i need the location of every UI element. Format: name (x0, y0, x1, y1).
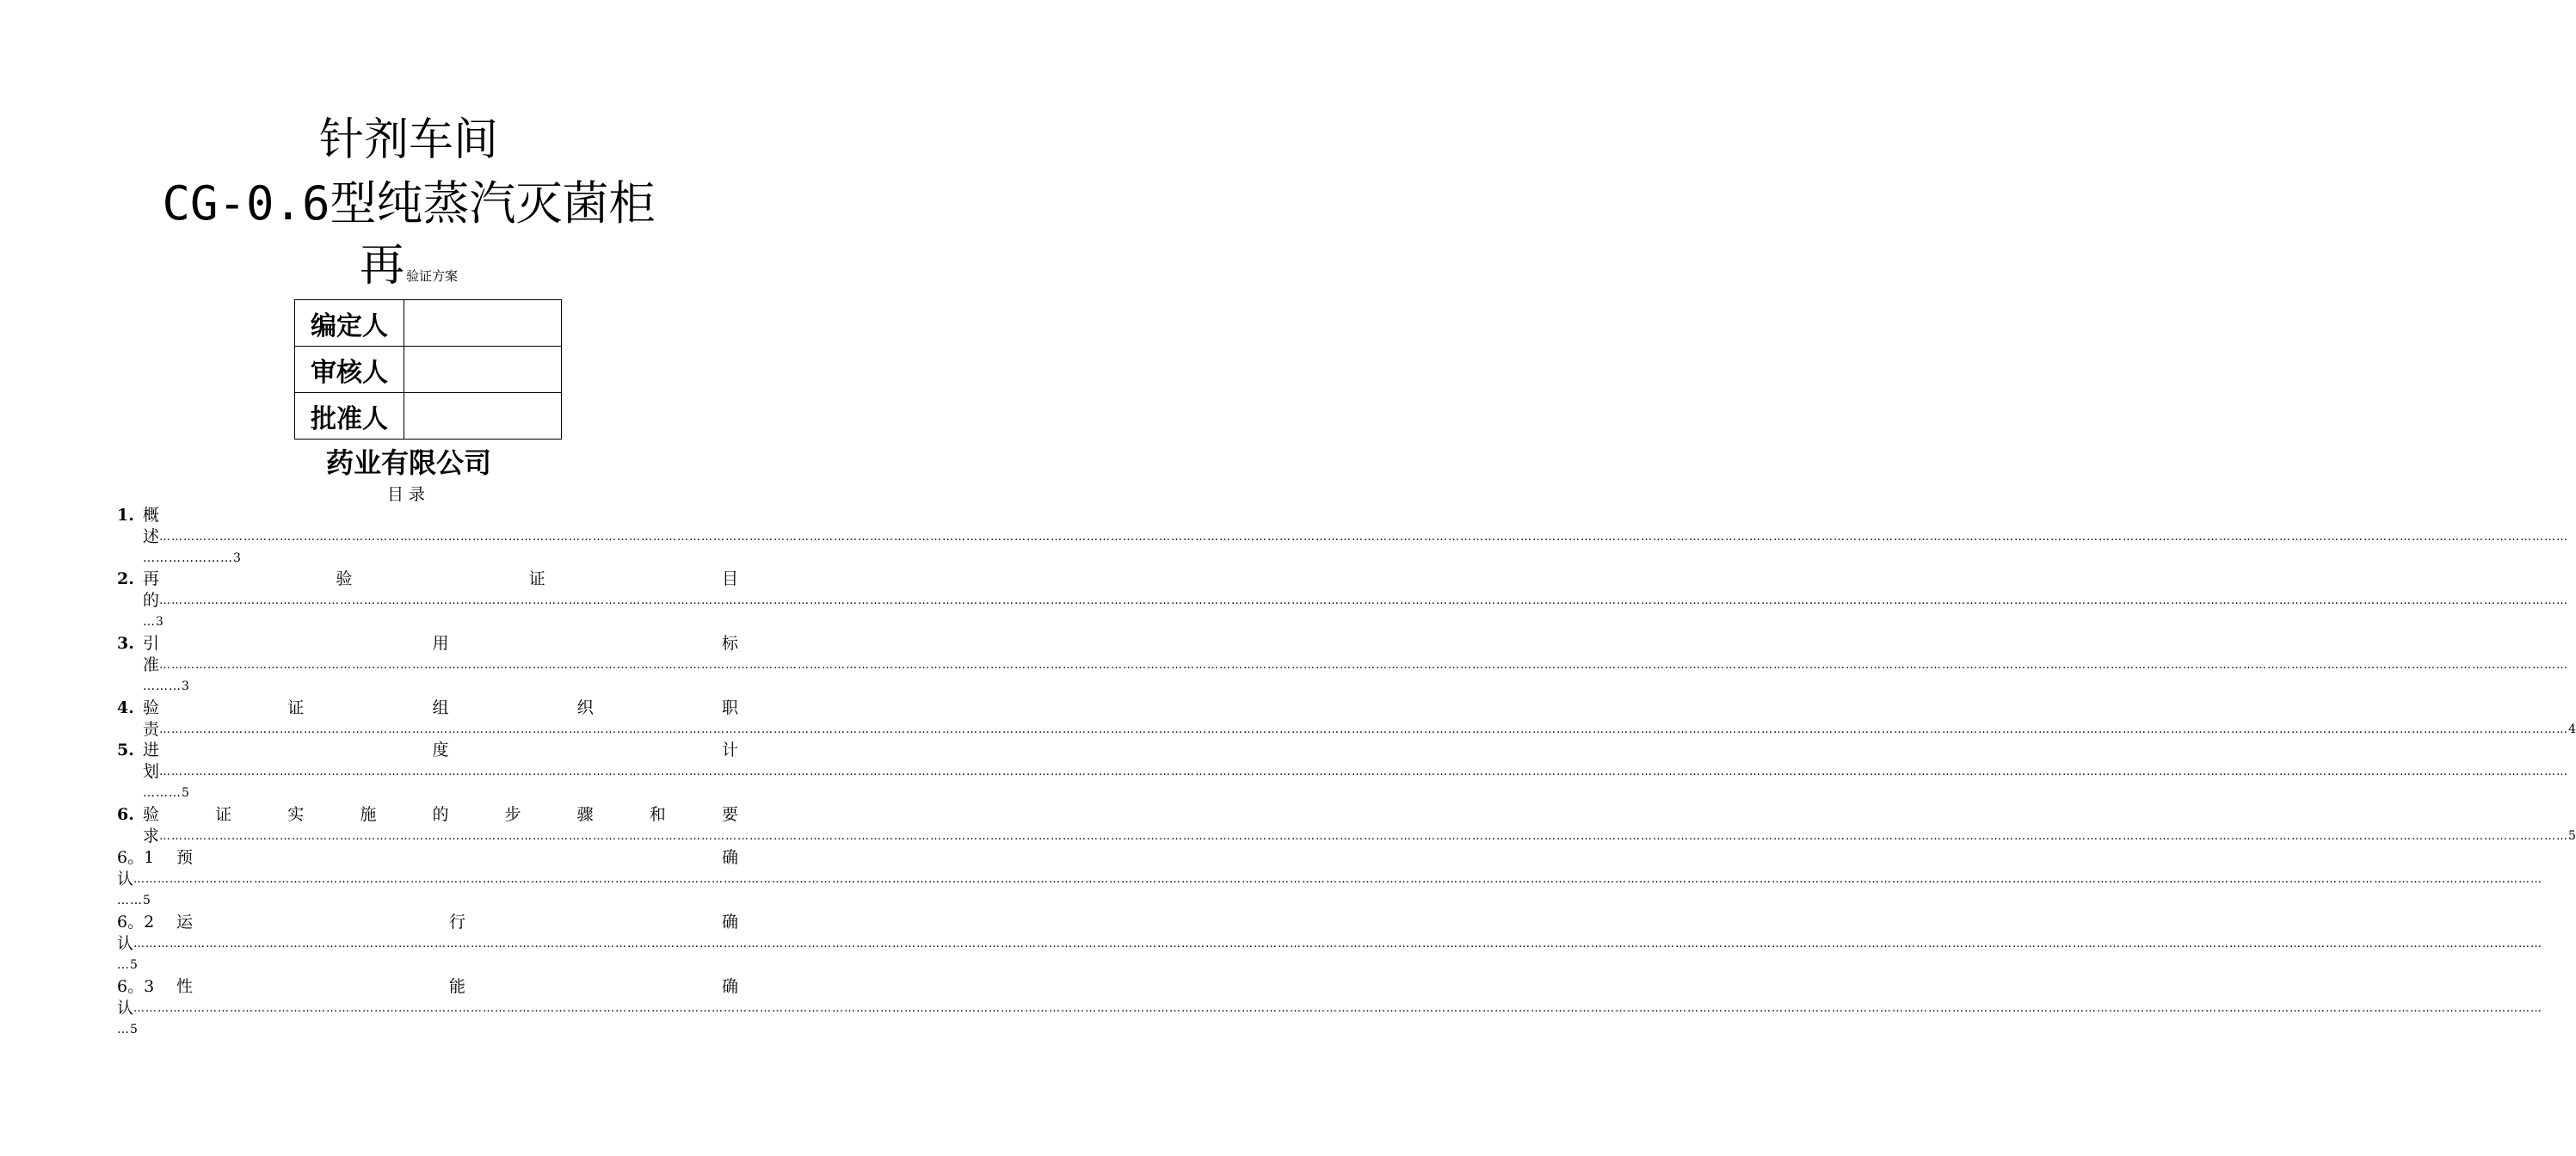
toc-title: 进 度 计 (143, 741, 738, 759)
toc-page-number: 3 (233, 551, 242, 565)
toc-title-end: 认 (117, 934, 134, 953)
toc-leader-line (143, 590, 2569, 612)
toc-number: 6。2 (117, 913, 155, 932)
model-number: CG-0.6 (162, 176, 330, 231)
toc-leader-dots: …………………………………………………………………………………………………………………………………………………………………………………………………………………………………………………………………………………………………………………………………………………………………………………………………………………………………………………………………………………………………………………………………………………… (133, 938, 2543, 950)
toc-page-line (143, 613, 164, 630)
title-line-2 (0, 176, 817, 231)
toc-leader-dots: …………………………………………………………………………………………………………………………………………………………………………………………………………………………………………………………………………………………………………………………………………………………………………………………………………………………………………………………………………………………………………………………………………………… (159, 531, 2569, 544)
toc-page-number: 5 (143, 894, 151, 907)
toc-leader-dots: ……… (143, 679, 182, 693)
title-re: 再 (359, 240, 404, 292)
toc-number: 5. (117, 741, 134, 759)
toc-leader-dots: …………………………………………………………………………………………………………………………………………………………………………………………………………………………………………………………………………………………………………………………………………………………………………………………………………………………………………………………………………………………………………………………………………………… (159, 594, 2569, 607)
toc-page-line (117, 892, 151, 909)
toc-leader-dots: …………………………………………………………………………………………………………………………………………………………………………………………………………………………………………………………………………………………………………………………………………………………………………………………………………………………………………………………………………………………………………………………………………………… (133, 1002, 2543, 1015)
equipment-name: 型纯蒸汽灭菌柜 (330, 176, 656, 231)
toc-title: 性 能 确 (176, 977, 738, 996)
toc-leader-dots: … (117, 1023, 130, 1036)
toc-title: 引 用 标 (143, 634, 738, 653)
toc-page-line (117, 1021, 139, 1038)
toc-title: 验 证 组 织 职 (143, 698, 738, 717)
toc-leader-dots: … (117, 958, 130, 972)
toc-title-end: 认 (117, 870, 134, 889)
toc-leader-line (143, 761, 2569, 783)
toc-title: 运 行 确 (176, 913, 738, 932)
toc-title-end: 求 (143, 827, 160, 845)
toc-title-end: 述 (143, 527, 160, 546)
toc-leader-dots: …………………………………………………………………………………………………………………………………………………………………………………………………………………………………………………………………………………………………………………………………………………………………………………………………………………………………………………………………………………………………………………………………………………… (159, 659, 2569, 672)
toc-leader-dots: ………………… (143, 551, 233, 565)
toc-page-number: 3 (156, 615, 164, 629)
toc-page-number: 5 (182, 786, 190, 800)
toc-leader-dots: …………………………………………………………………………………………………………………………………………………………………………………………………………………………………………………………………………………………………………………………………………………………………………………………………………………………………………………………………………………………………………………………………………………… (159, 723, 2569, 736)
toc-page-line (143, 678, 190, 695)
signoff-row (295, 393, 562, 440)
signoff-table (294, 299, 562, 440)
company-name: 药业有限公司 (325, 446, 491, 479)
toc-title: 验 证 实 施 的 步 骤 和 要 (143, 805, 738, 824)
toc-number: 6。3 (117, 977, 155, 996)
toc-page-number: 5 (130, 1023, 139, 1036)
toc-leader-dots: …………………………………………………………………………………………………………………………………………………………………………………………………………………………………………………………………………………………………………………………………………………………………………………………………………………………………………………………………………………………………………………………………………………… (159, 830, 2569, 843)
toc-title: 预 确 (176, 848, 738, 867)
toc-page-line (143, 550, 242, 567)
signoff-value[interactable] (404, 393, 562, 440)
toc-leader-dots: …………………………………………………………………………………………………………………………………………………………………………………………………………………………………………………………………………………………………………………………………………………………………………………………………………………………………………………………………………………………………………………………………………………… (159, 766, 2569, 778)
toc-number: 4. (117, 698, 134, 717)
toc-leader-dots: ……… (143, 786, 182, 800)
signoff-value[interactable] (404, 300, 562, 347)
toc-leader-line (117, 869, 2543, 890)
toc-page-number: 5 (2568, 829, 2576, 843)
toc-number: 2. (117, 569, 134, 588)
toc-number: 3. (117, 634, 134, 653)
toc-title-end: 责 (143, 720, 160, 739)
toc-leader-line (143, 655, 2569, 676)
toc-title-end: 划 (143, 762, 160, 781)
toc-number: 6。1 (117, 848, 155, 867)
title-line-3 (0, 239, 817, 303)
toc-leader-line (143, 826, 2576, 847)
title-validation-plan: 验证方案 (406, 268, 459, 284)
toc-page-number: 5 (130, 958, 139, 972)
signoff-value[interactable] (404, 347, 562, 393)
signoff-row (295, 300, 562, 347)
signoff-label: 批准人 (295, 393, 404, 440)
toc-number: 6. (117, 805, 134, 824)
toc-page-line (143, 784, 190, 802)
toc-page-line (117, 956, 139, 974)
toc-heading: 目录 (386, 485, 430, 504)
toc-page-number: 4 (2568, 722, 2576, 736)
toc-leader-dots: …… (117, 894, 143, 907)
toc-leader-line (117, 933, 2543, 955)
toc-title-end: 认 (117, 999, 134, 1018)
signoff-label: 审核人 (295, 347, 404, 393)
toc-leader-dots: … (143, 615, 156, 629)
toc-title: 概 (143, 506, 160, 525)
toc-title-end: 准 (143, 655, 160, 674)
toc-leader-line (117, 998, 2543, 1019)
toc-title: 再 验 证 目 (143, 569, 738, 588)
toc-leader-line (143, 526, 2569, 548)
signoff-row (295, 347, 562, 393)
toc-leader-dots: …………………………………………………………………………………………………………………………………………………………………………………………………………………………………………………………………………………………………………………………………………………………………………………………………………………………………………………………………………………………………………………………………………………… (133, 873, 2543, 886)
toc-leader-line (143, 719, 2576, 741)
toc-number: 1. (117, 506, 134, 525)
toc-title-end: 的 (143, 591, 160, 610)
title-line-1: 针剂车间 (318, 114, 498, 166)
signoff-label: 编定人 (295, 300, 404, 347)
toc-page-number: 3 (182, 679, 190, 693)
